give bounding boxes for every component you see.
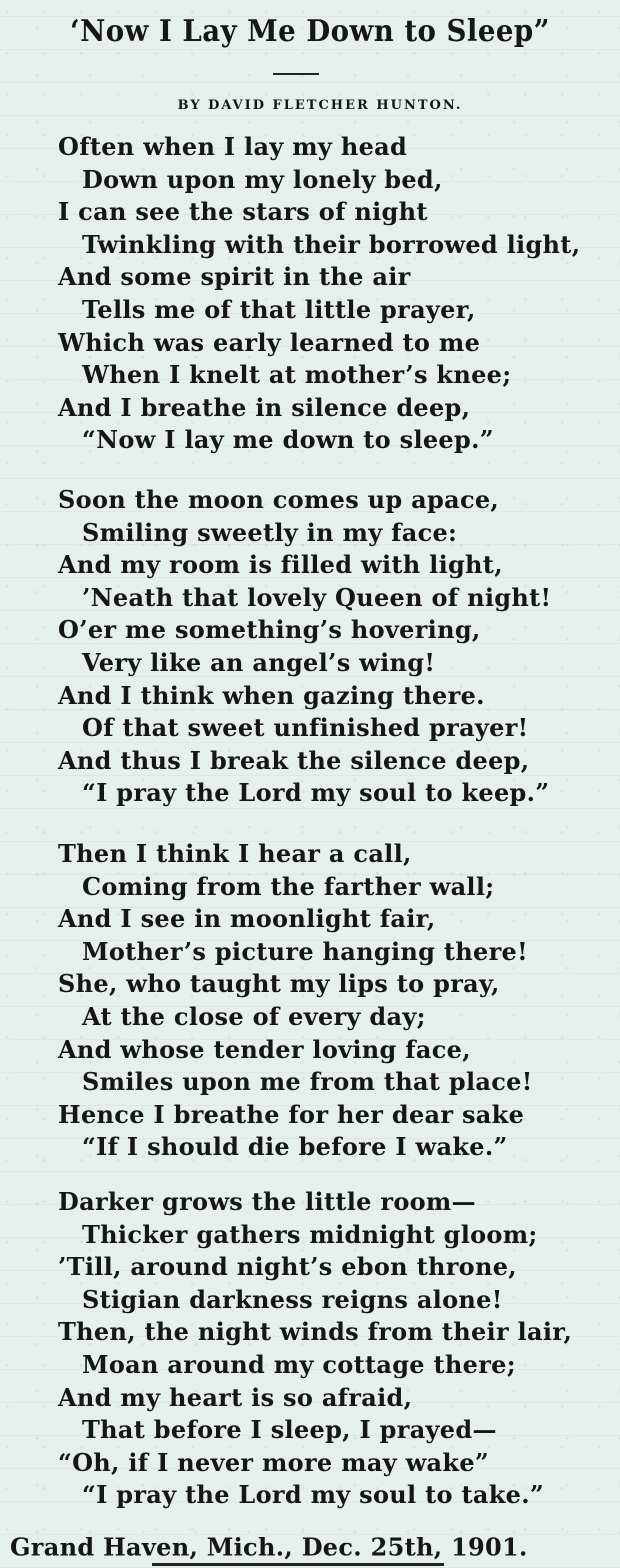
poem-line: And thus I break the silence deep,: [58, 745, 530, 775]
poem-line: “If I should die before I wake.”: [82, 1132, 508, 1162]
poem-line: Down upon my lonely bed,: [82, 164, 443, 194]
poem-line: At the close of every day;: [82, 1001, 426, 1031]
dateline-signature: Grand Haven, Mich., Dec. 25th, 1901.: [10, 1532, 528, 1562]
poem-line: Twinkling with their borrowed light,: [82, 229, 581, 259]
poem-line: “I pray the Lord my soul to take.”: [82, 1480, 544, 1510]
poem-line: Smiles upon me from that place!: [82, 1067, 533, 1097]
poem-line: And whose tender loving face,: [58, 1034, 471, 1064]
stanza-2: [58, 484, 618, 810]
poem-line: “Oh, if I never more may wake”: [58, 1447, 490, 1477]
poem-line: She, who taught my lips to pray,: [58, 969, 500, 999]
poem-line: Smiling sweetly in my face:: [82, 517, 458, 547]
poem-line: O’er me something’s hovering,: [58, 615, 481, 645]
poem-line: Hence I breathe for her dear sake: [58, 1099, 525, 1129]
title-divider: [273, 73, 319, 75]
poem-title: ‘Now I Lay Me Down to Sleep”: [70, 14, 550, 49]
poem-line: And I think when gazing there.: [58, 680, 485, 710]
stanza-1: [58, 131, 618, 457]
poem-line: Which was early learned to me: [58, 327, 481, 357]
poem-line: Mother’s picture hanging there!: [82, 936, 528, 966]
poem-line: Then I think I hear a call,: [58, 839, 412, 868]
poem-line: Stigian darkness reigns alone!: [82, 1284, 503, 1314]
poem-line: Soon the moon comes up apace,: [58, 485, 500, 514]
poem-line: “I pray the Lord my soul to keep.”: [82, 778, 550, 808]
poem-line: When I knelt at mother’s knee;: [82, 360, 512, 390]
poem-line: Tells me of that little prayer,: [82, 294, 476, 324]
poem-line: Coming from the farther wall;: [82, 871, 495, 901]
poem-line: Thicker gathers midnight gloom;: [82, 1219, 538, 1249]
poem-line: And my room is filled with light,: [58, 550, 503, 580]
poem-line: Moan around my cottage there;: [82, 1349, 516, 1379]
poem-line: Of that sweet unfinished prayer!: [82, 713, 529, 743]
poem-line: ’Till, around night’s ebon throne,: [58, 1252, 517, 1282]
poem-line: And I see in moonlight fair,: [58, 904, 436, 934]
stanza-3: [58, 838, 618, 1164]
poem-line: Very like an angel’s wing!: [82, 647, 436, 677]
author-byline: BY DAVID FLETCHER HUNTON.: [177, 98, 463, 113]
poem-line: I can see the stars of night: [58, 197, 428, 227]
poem-line: And some spirit in the air: [58, 262, 411, 292]
poem-line: And I breathe in silence deep,: [58, 392, 471, 422]
poem-line: Darker grows the little room—: [58, 1187, 476, 1216]
poem-line: Then, the night winds from their lair,: [58, 1317, 573, 1347]
stanza-4: [58, 1186, 618, 1512]
poem-line: “Now I lay me down to sleep.”: [82, 425, 494, 455]
poem-line: ’Neath that lovely Queen of night!: [82, 582, 552, 612]
poem-line: Often when I lay my head: [58, 132, 408, 161]
closing-rule: [152, 1563, 444, 1566]
poem-line: And my heart is so afraid,: [58, 1382, 413, 1412]
poem-line: That before I sleep, I prayed—: [82, 1415, 497, 1445]
